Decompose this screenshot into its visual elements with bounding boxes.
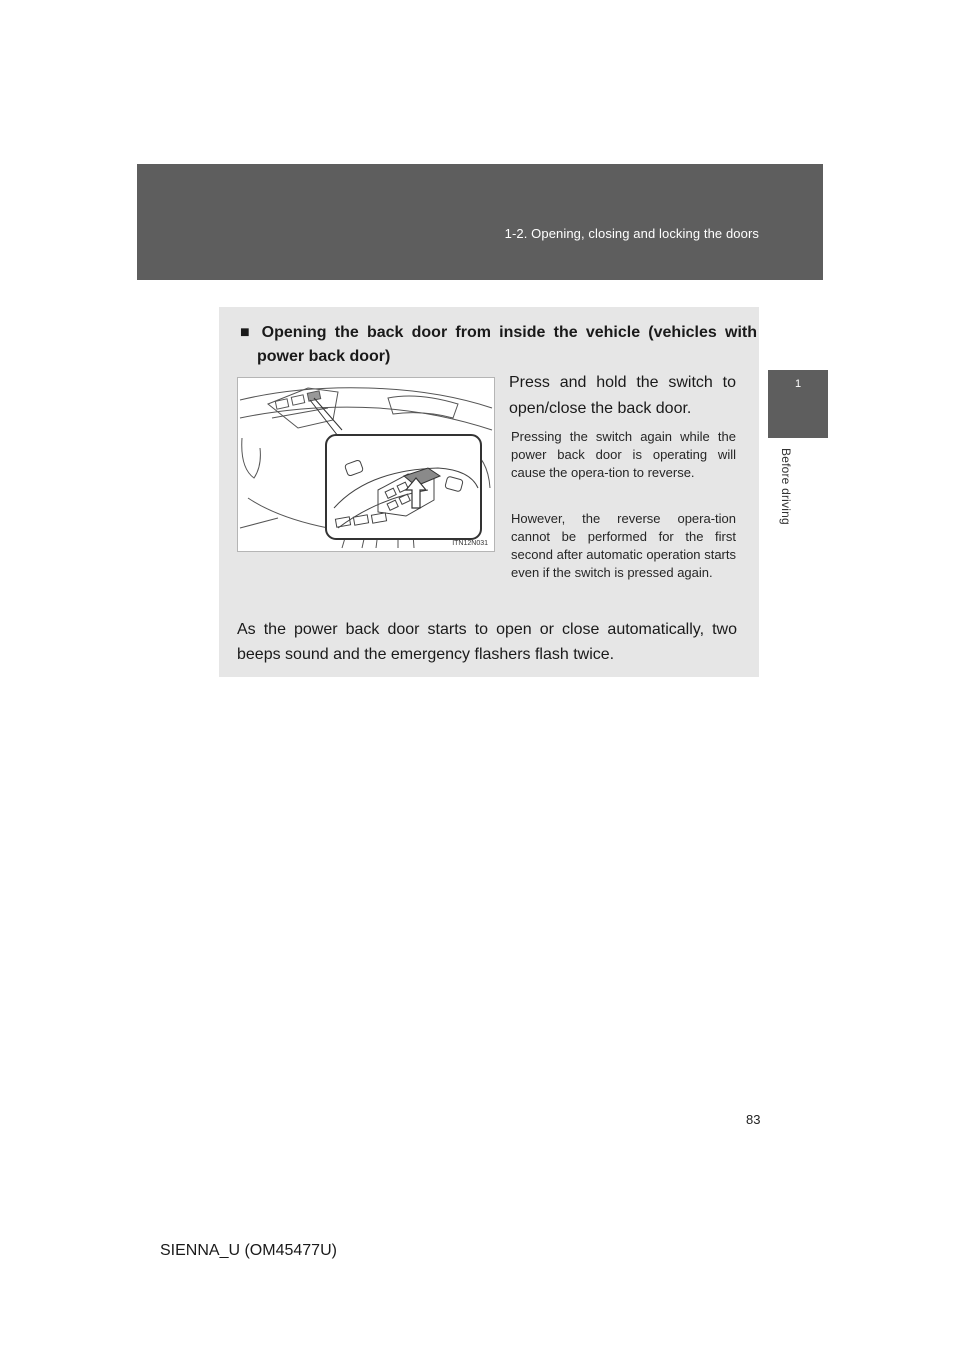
section-title: 1-2. Opening, closing and locking the doors (504, 226, 759, 241)
header-band (137, 164, 823, 280)
summary-text: As the power back door starts to open or close automatically, two beeps sound and the emergency flashers flash twice. (237, 621, 737, 663)
note-reverse-operation: Pressing the switch again while the power back door is operating will cause the opera-tion to reverse. (511, 429, 736, 480)
chapter-tab (768, 370, 828, 438)
content-box (219, 307, 759, 677)
chapter-label: Before driving (779, 448, 793, 525)
chapter-number: 1 (794, 378, 802, 390)
instruction-text: Press and hold the switch to open/close the back door. (509, 374, 736, 417)
back-door-switch-drawing (238, 378, 494, 551)
note-reverse-limitation: However, the reverse opera-tion cannot be performed for the first second after automatic operation starts even if the switch is pressed again. (511, 511, 736, 580)
overhead-console-illustration (237, 377, 495, 552)
illustration-code: ITN12N031 (452, 540, 488, 547)
page-number: 83 (746, 1112, 761, 1127)
document-code: SIENNA_U (OM45477U) (160, 1242, 337, 1259)
section-heading: ■ Opening the back door from inside the vehicle (vehicles with power back door) (240, 324, 757, 365)
